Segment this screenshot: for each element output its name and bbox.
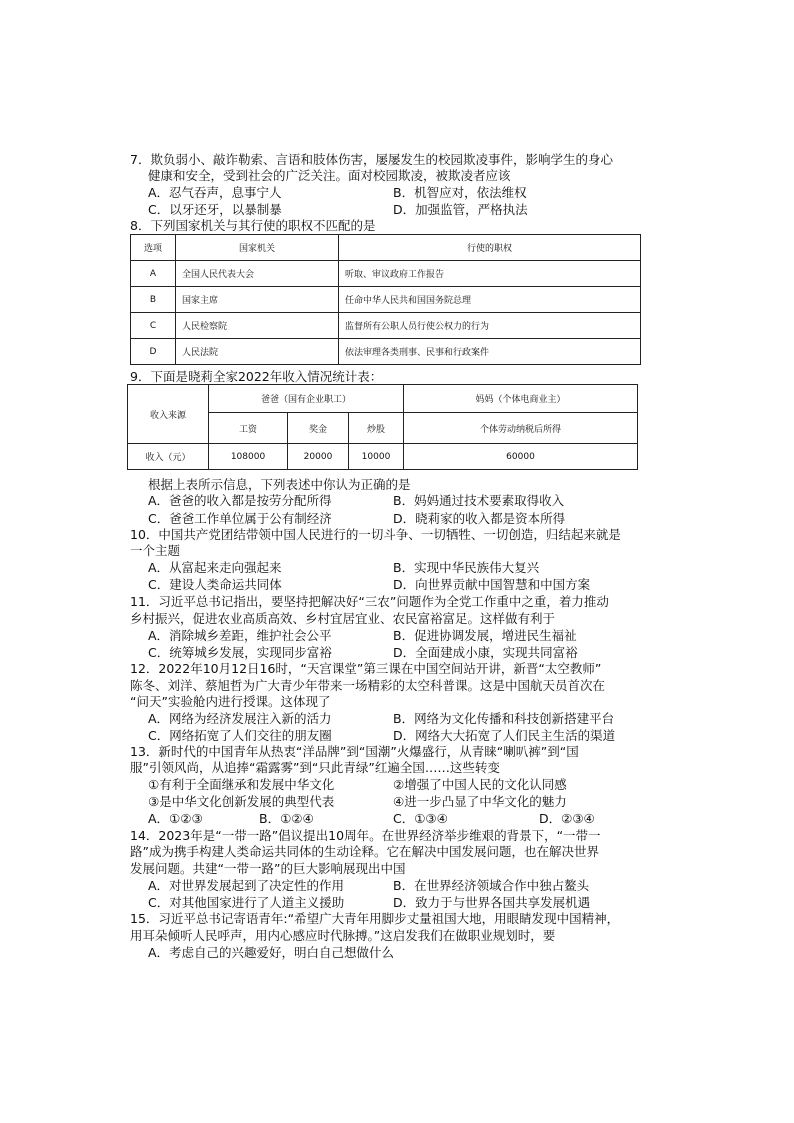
table-cell: 10000 [349, 444, 404, 470]
table-cell: A [131, 261, 176, 287]
table-cell: 人民法院 [176, 339, 339, 365]
table-row [131, 261, 641, 287]
q12-option-b: B．网络为文化传播和科技创新搭建平台 [393, 711, 615, 726]
q13-option-b: B．①②④ [259, 811, 314, 826]
q8-table [130, 234, 641, 365]
q10-option-b: B．实现中华民族伟大复兴 [393, 560, 540, 575]
table-cell: D [131, 339, 176, 365]
q9-option-b: B．妈妈通过技术要素取得收入 [393, 493, 565, 508]
q12-stem-line3: “问天”实验舱内进行授课。这体现了 [130, 694, 331, 709]
q13-statement-1: ①有利于全面继承和发展中华文化 [148, 777, 335, 792]
q9-option-c: C．爸爸工作单位属于公有制经济 [148, 511, 332, 526]
q15-option-a: A．考虑自己的兴趣爱好，明白自己想做什么 [148, 945, 395, 960]
q13-stem-line1: 13．新时代的中国青年从热衷“洋品牌”到“国潮”火爆盛行，从青睐“喇叭裤”到“国 [130, 744, 579, 759]
q13-statement-2: ②增强了中国人民的文化认同感 [393, 777, 567, 792]
q11-option-c: C．统筹城乡发展，实现同步富裕 [148, 645, 332, 660]
table-cell: 全国人民代表大会 [176, 261, 339, 287]
q13-option-d: D．②③④ [539, 811, 595, 826]
q13-option-c: C．①③④ [393, 811, 448, 826]
q11-option-d: D．全面建成小康，实现共同富裕 [393, 645, 578, 660]
q11-stem-line1: 11．习近平总书记指出，要坚持把解决好“三农”问题作为全党工作重中之重，着力推动 [130, 594, 609, 609]
q14-option-b: B．在世界经济领域合作中独占鳌头 [393, 878, 590, 893]
table-row [131, 287, 641, 313]
table-cell: 收入（元） [128, 444, 209, 470]
q7-option-d: D．加强监管，严格执法 [393, 202, 528, 217]
table-header: 行使的职权 [339, 235, 641, 261]
table-header: 炒股 [349, 413, 404, 444]
q7-option-b: B．机智应对，依法维权 [393, 185, 527, 200]
q7-stem-line1: 7．欺负弱小、敲诈勒索、言语和肢体伤害，屡屡发生的校园欺凌事件，影响学生的身心 [130, 152, 613, 167]
q12-option-d: D．网络大大拓宽了人们民主生活的渠道 [393, 728, 616, 743]
q15-stem-line1: 15．习近平总书记寄语青年:“希望广大青年用脚步丈量祖国大地，用眼睛发现中国精神， [130, 911, 620, 926]
q8-stem: 8．下列国家机关与其行使的职权不匹配的是 [130, 218, 376, 233]
q12-stem-line1: 12．2022年10月12日16时，“天宫课堂”第三课在中国空间站开讲，新晋“太空教师” [130, 661, 602, 676]
table-header: 收入来源 [128, 385, 209, 444]
table-row [128, 444, 638, 470]
q9-income-table [127, 384, 638, 470]
table-cell: 依法审理各类刑事、民事和行政案件 [339, 339, 641, 365]
table-cell: 任命中华人民共和国国务院总理 [339, 287, 641, 313]
table-cell: B [131, 287, 176, 313]
q11-stem-line2: 乡村振兴，促进农业高质高效、乡村宜居宜业、农民富裕富足。这样做有利于 [130, 611, 556, 626]
table-row [131, 313, 641, 339]
q7-option-c: C．以牙还牙，以暴制暴 [148, 202, 282, 217]
table-header: 爸爸（国有企业职工） [209, 385, 404, 413]
table-cell: 20000 [288, 444, 349, 470]
q14-option-d: D．致力于与世界各国共享发展机遇 [393, 895, 591, 910]
table-header: 个体劳动纳税后所得 [404, 413, 638, 444]
table-row [131, 339, 641, 365]
q10-stem-line2: 一个主题 [130, 543, 181, 558]
table-header-row [131, 235, 641, 261]
q9-lead: 根据上表所示信息，下列表述中你认为正确的是 [148, 477, 411, 492]
q9-stem: 9．下面是晓莉全家2022年收入情况统计表： [130, 369, 383, 384]
table-cell: C [131, 313, 176, 339]
q10-option-c: C．建设人类命运共同体 [148, 577, 282, 592]
q12-stem-line2: 陈冬、刘洋、蔡旭哲为广大青少年带来一场精彩的太空科普课。这是中国航天员首次在 [130, 678, 606, 693]
table-cell: 人民检察院 [176, 313, 339, 339]
q7-option-a: A．忍气吞声，息事宁人 [148, 185, 282, 200]
q10-option-a: A．从富起来走向强起来 [148, 560, 282, 575]
table-header: 奖金 [288, 413, 349, 444]
q7-stem-line2: 健康和安全，受到社会的广泛关注。面对校园欺凌，被欺凌者应该 [148, 168, 511, 183]
q10-stem-line1: 10．中国共产党团结带领中国人民进行的一切斗争、一切牺牲、一切创造，归结起来就是 [130, 527, 621, 542]
table-header: 工资 [209, 413, 288, 444]
table-cell: 60000 [404, 444, 638, 470]
table-header: 国家机关 [176, 235, 339, 261]
q14-stem-line2: 路”成为携手构建人类命运共同体的生动诠释。它在解决中国发展问题，也在解决世界 [130, 844, 599, 859]
q15-stem-line2: 用耳朵倾听人民呼声，用内心感应时代脉搏。”这启发我们在做职业规划时，要 [130, 928, 556, 943]
q9-option-d: D．晓莉家的收入都是资本所得 [393, 511, 566, 526]
table-cell: 监督所有公职人员行使公权力的行为 [339, 313, 641, 339]
table-header-row [128, 385, 638, 413]
q14-option-c: C．对其他国家进行了人道主义援助 [148, 895, 345, 910]
table-cell: 听取、审议政府工作报告 [339, 261, 641, 287]
q10-option-d: D．向世界贡献中国智慧和中国方案 [393, 577, 591, 592]
q13-stem-line2: 服”引领风尚，从追捧“霜露雾”到“只此青绿”红遍全国……这些转变 [130, 760, 500, 775]
q12-option-a: A．网络为经济发展注入新的活力 [148, 711, 332, 726]
table-header: 选项 [131, 235, 176, 261]
q12-option-c: C．网络拓宽了人们交往的朋友圈 [148, 728, 332, 743]
table-cell: 国家主席 [176, 287, 339, 313]
q13-option-a: A．①②③ [148, 811, 203, 826]
q9-option-a: A．爸爸的收入都是按劳分配所得 [148, 493, 332, 508]
q13-statement-3: ③是中华文化创新发展的典型代表 [148, 794, 335, 809]
q14-stem-line1: 14．2023年是“一带一路”倡议提出10周年。在世界经济举步维艰的背景下，“一带一 [130, 828, 601, 843]
q11-option-a: A．消除城乡差距，维护社会公平 [148, 628, 332, 643]
table-header: 妈妈（个体电商业主） [404, 385, 638, 413]
q14-option-a: A．对世界发展起到了决定性的作用 [148, 878, 345, 893]
q14-stem-line3: 发展问题。共建“一带一路”的巨大影响展现出中国 [130, 861, 406, 876]
q11-option-b: B．促进协调发展，增进民生福祉 [393, 628, 577, 643]
q13-statement-4: ④进一步凸显了中华文化的魅力 [393, 794, 567, 809]
table-cell: 108000 [209, 444, 288, 470]
